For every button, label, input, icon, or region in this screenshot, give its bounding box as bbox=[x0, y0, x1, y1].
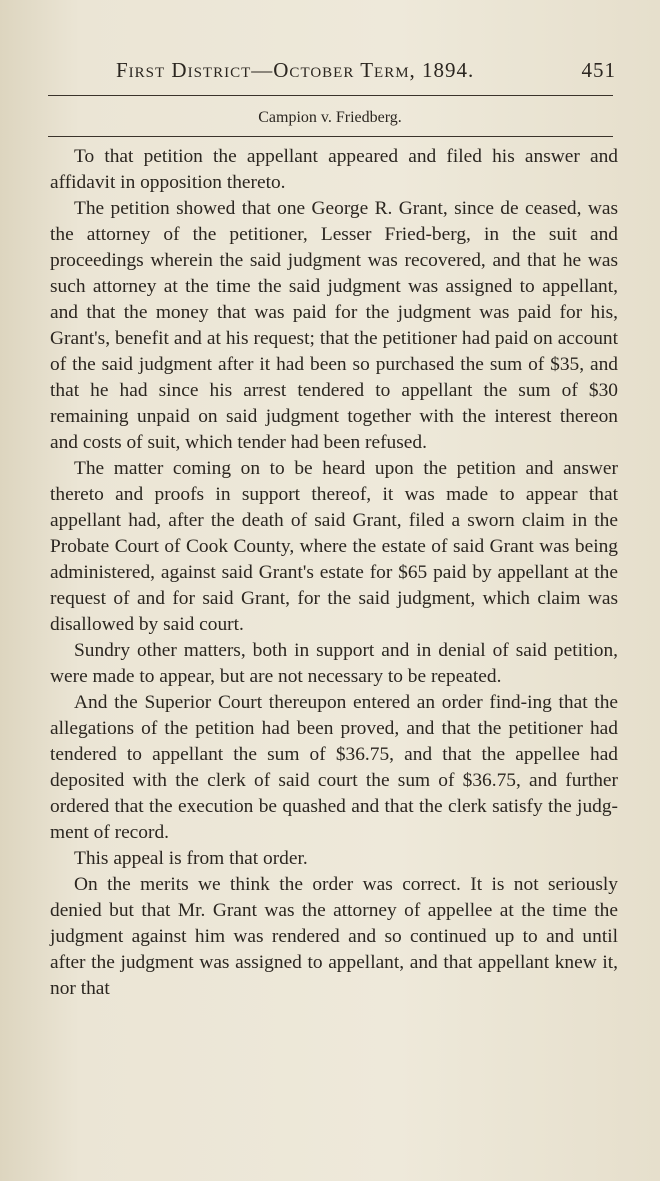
running-title: First District—October Term, 1894. bbox=[116, 58, 475, 82]
page-number: 451 bbox=[581, 58, 616, 82]
paragraph: Sundry other matters, both in support and in denial of said petition, were made to appear, but are not necessary to be repeated. bbox=[50, 640, 618, 687]
paragraph: This appeal is from that order. bbox=[74, 848, 308, 869]
paragraph: On the merits we think the order was correct. It is not seriously denied but that Mr. Grant was the attorney of appellee at the time the judgment against him was rendered and so continued up to and until after the judgment was assigned to appellant, and that appellant knew it, nor that bbox=[50, 874, 618, 999]
paragraph: The matter coming on to be heard upon the petition and answer thereto and proofs in support thereof, it was made to appear that appellant had, after the death of said Grant, filed a sworn claim in the Probate Court of Cook County, where the estate of said Grant was being administered, against said Grant's estate for $65 paid by appellant at the request of and for said Grant, for the said judgment, which claim was disallowed by said court. bbox=[50, 458, 618, 635]
paragraph: The petition showed that one George R. Grant, since de ceased, was the attorney of the petitioner, Lesser Fried-berg, in the suit and proceedings wherein the said judgment was recovered, and that he was such attorney at the time the said judgment was assigned to appellant, and that the money that was paid for the judgment was paid for his, Grant's, benefit and at his request; that the petitioner had paid on account of the said judgment after it had been so purchased the sum of $35, and that he had since his arrest tendered to appellant the sum of $30 remaining unpaid on said judgment together with the interest thereon and costs of suit, which tender had been refused. bbox=[50, 198, 618, 453]
body-text bbox=[50, 144, 618, 1002]
running-head bbox=[116, 58, 616, 83]
case-title: Campion v. Friedberg. bbox=[258, 109, 402, 126]
case-title-rule bbox=[48, 136, 613, 137]
paragraph: And the Superior Court thereupon entered an order find-ing that the allegations of the petition had been proved, and that the petitioner had tendered to appellant the sum of $36.75, and that the appellee had deposited with the clerk of said court the sum of $36.75, and further ordered that the execution be quashed and that the clerk satisfy the judg-ment of record. bbox=[50, 692, 618, 843]
header-rule bbox=[48, 95, 613, 96]
paragraph: To that petition the appellant appeared and filed his answer and affidavit in opposition thereto. bbox=[50, 146, 618, 193]
